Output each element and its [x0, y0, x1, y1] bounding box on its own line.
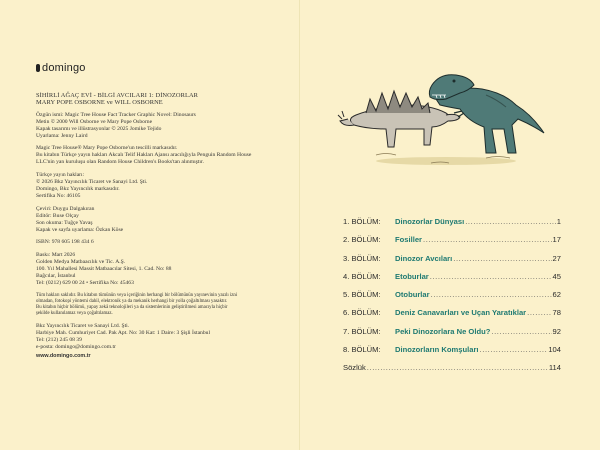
address-line: Harbiye Mah. Cumhuriyet Cad. Pak Apt. No: 30 Kat: 1 Daire: 3 Şişli İstanbul: [36, 329, 211, 336]
ground-shadow: [376, 154, 516, 166]
legal-line: olmadan, fotokopi yöntemi dahil, elektronik ya da mekanik herhangi bir yolla çoğaltılması yasaktır.: [36, 298, 228, 304]
credit-line: Uyarlama: Jenny Laird: [36, 132, 88, 139]
toc-chapter-number: 3. BÖLÜM:: [343, 253, 381, 263]
toc-page-number: 78: [552, 308, 561, 318]
staff-block: [36, 206, 286, 234]
toc-row[interactable]: [343, 290, 561, 308]
toc-chapter-number: 2. BÖLÜM:: [343, 235, 381, 245]
staff-line: Son okuma: Tuğçe Yavaş: [36, 219, 93, 226]
printing-line: Tel: (0212) 629 00 24 • Sertifika No: 45463: [36, 279, 134, 286]
legal-line: Tüm hakları saklıdır. Bu kitabın tümünün veya içeriğinin herhangi bir bölümünün yayınevinin yazılı izni: [36, 292, 238, 298]
authors-line: MARY POPE OSBORNE ve WILL OSBORNE: [36, 99, 163, 107]
toc-chapter-number: 6. BÖLÜM:: [343, 308, 381, 318]
toc-page-number: 92: [552, 326, 561, 336]
toc-row[interactable]: [343, 254, 561, 272]
toc-row[interactable]: [343, 363, 561, 381]
staff-line: Çeviri: Duygu Dalgakıran: [36, 205, 95, 212]
printing-line: 100. Yıl Mahallesi Massit Matbaacılar Sitesi, 1. Cad. No: 88: [36, 266, 172, 273]
printing-line: Golden Medya Matbaacılık ve Tic. A.Ş.: [36, 259, 126, 266]
toc-leader-dots: [431, 290, 552, 299]
legal-line: şekilde kullanılamaz veya çoğaltılamaz.: [36, 310, 113, 316]
turkish-rights-line: Domingo, Bkz Yayıncılık markasıdır.: [36, 185, 120, 192]
right-page-contents: [300, 0, 600, 450]
printing-line: Bağcılar, İstanbul: [36, 273, 76, 280]
toc-page-number: 62: [552, 290, 561, 300]
credit-line: Metin © 2000 Will Osborne ve Mary Pope Osborne: [36, 118, 153, 125]
printing-line: Baskı: Mart 2026: [36, 252, 76, 259]
credit-line: Özgün ismi: Magic Tree House Fact Tracker Graphic Novel: Dinosaurs: [36, 111, 196, 118]
dinosaurs-fighting-illustration: [336, 55, 546, 170]
toc-page-number: 1: [556, 217, 561, 226]
toc-chapter-title: Etoburlar: [395, 271, 429, 281]
toc-chapter-title: Fosiller: [395, 235, 423, 245]
toc-chapter-title: Peki Dinozorlara Ne Oldu?: [395, 326, 491, 336]
toc-row[interactable]: [343, 308, 561, 326]
toc-row[interactable]: [343, 217, 561, 235]
toc-chapter-number: 1. BÖLÜM:: [343, 217, 381, 226]
toc-chapter-number: 5. BÖLÜM:: [343, 290, 381, 300]
toc-chapter-number: 4. BÖLÜM:: [343, 271, 381, 281]
address-line: Bkz Yayıncılık Ticaret ve Sanayi Ltd. Şti.: [36, 322, 130, 329]
turkish-rights-line: © 2026 Bkz Yayıncılık Ticaret ve Sanayi Ltd. Şti.: [36, 179, 148, 186]
imprint-text: [36, 92, 286, 360]
toc-page-number: 114: [548, 363, 561, 373]
toc-leader-dots: [453, 254, 551, 263]
toc-page-number: 104: [548, 345, 561, 355]
legal-block: [36, 293, 286, 317]
rights-line: Magic Tree House® Mary Pope Osborne'un tescilli markasıdır.: [36, 145, 178, 152]
toc-row[interactable]: [343, 327, 561, 345]
title-block: [36, 92, 286, 107]
address-line: Tel: (212) 245 08 39: [36, 336, 82, 343]
toc-leader-dots: [491, 327, 551, 336]
toc-chapter-title: Dinozorlar Dünyası: [395, 217, 465, 226]
toc-leader-dots: [480, 345, 548, 354]
rights-block: [36, 145, 286, 166]
rights-line: Bu kitabın Türkçe yayın hakları Akcalı Telif Hakları Ajansı aracılığıyla Penguin Random House: [36, 152, 252, 159]
toc-chapter-title: Dinozorların Komşuları: [395, 345, 479, 355]
table-of-contents: [343, 217, 561, 382]
website-link[interactable]: www.domingo.com.tr: [36, 353, 91, 360]
address-block: [36, 323, 286, 351]
address-line: e-posta: domingo@domingo.com.tr: [36, 343, 116, 350]
toc-page-number: 17: [552, 235, 561, 245]
turkish-rights-line: Türkçe yayın hakları:: [36, 172, 85, 179]
toc-page-number: 27: [552, 253, 561, 263]
credits-block: [36, 112, 286, 140]
rights-line: LLC'nin yan kuruluşu olan Random House Children's Books'tan alınmıştır.: [36, 159, 204, 166]
toc-chapter-title: Deniz Canavarları ve Uçan Yaratıklar: [395, 308, 527, 318]
legal-line: Bu kitabın hiçbir bölümü, yapay zekâ teknolojileri ya da sistemlerinin geliştirilmesi amacıyla hiçbir: [36, 304, 228, 310]
turkish-rights-line: Sertifika No: 46105: [36, 192, 81, 199]
series-line: SİHİRLİ AĞAÇ EVİ - BİLGİ AVCILARI 1: DİNOZORLAR: [36, 92, 199, 99]
staff-line: Kapak ve sayfa uyarlama: Özkan Köse: [36, 226, 124, 233]
toc-page-number: 45: [552, 271, 561, 281]
toc-chapter-title: Dinozor Avcıları: [395, 253, 453, 263]
toc-leader-dots: [430, 272, 552, 281]
toc-chapter-number: 7. BÖLÜM:: [343, 326, 381, 336]
toc-chapter-number: 8. BÖLÜM:: [343, 345, 381, 355]
toc-leader-dots: [367, 363, 548, 372]
toc-row[interactable]: [343, 235, 561, 253]
staff-line: Editör: Buse Olçay: [36, 212, 79, 219]
turkish-rights-block: [36, 172, 286, 200]
isbn-line: ISBN: 978 605 198 434 6: [36, 239, 94, 246]
toc-leader-dots: [423, 235, 552, 244]
logo-mark-icon: [36, 64, 40, 72]
toc-glossary-label: Sözlük: [343, 363, 366, 373]
toc-chapter-title: Otoburlar: [395, 290, 430, 300]
toc-leader-dots: [465, 217, 556, 226]
toc-leader-dots: [527, 308, 551, 317]
toc-row[interactable]: [343, 272, 561, 290]
printing-block: [36, 252, 286, 287]
publisher-logo: [36, 62, 86, 74]
toc-row[interactable]: [343, 345, 561, 363]
logo-text: domingo: [42, 62, 86, 74]
credit-line: Kapak tasarımı ve illüstrasyonlar © 2025 Jomike Tejido: [36, 125, 162, 132]
